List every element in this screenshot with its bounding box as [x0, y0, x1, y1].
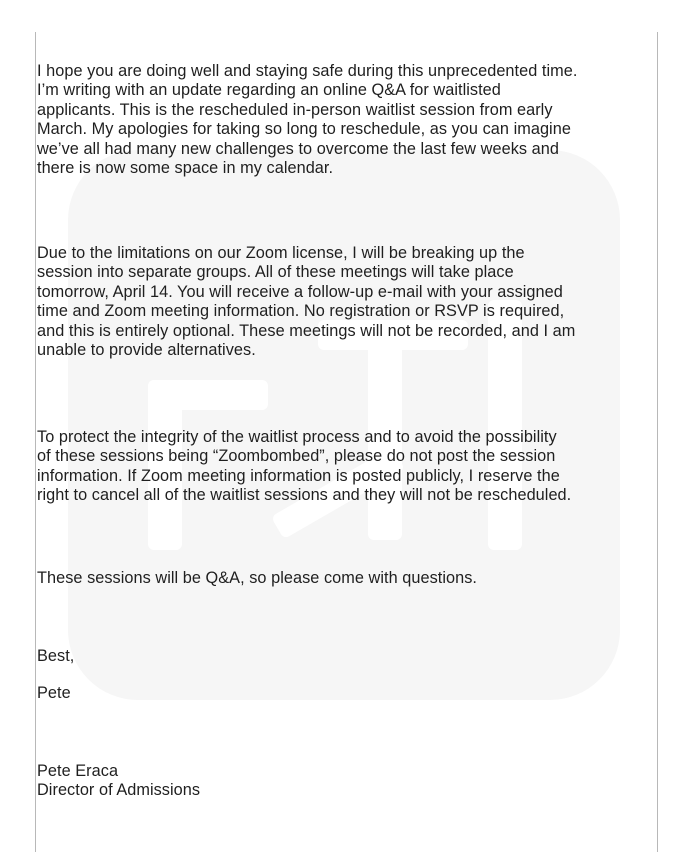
paragraph-questions: These sessions will be Q&A, so please come with questions. [37, 569, 477, 587]
closing: Best, [37, 647, 75, 665]
signoff-name: Pete [37, 684, 71, 702]
right-border [657, 32, 658, 852]
paragraph-integrity: To protect the integrity of the waitlist process and to avoid the possibility of these sessions being “Zoombombed”, please do not post the session information. If Zoom meeting information is posted publicly, I reserve the right to cancel all of the waitlist sessions and they will not be rescheduled. [37, 428, 572, 505]
watermark-logo [68, 150, 620, 700]
signature-name: Pete Eraca [37, 762, 119, 780]
paragraph-greeting: I hope you are doing well and staying safe during this unprecedented time. I’m writing with an update regarding an online Q&A for waitlisted applicants. This is the rescheduled in-person waitlist session from early March. My apologies for taking so long to reschedule, as you can imagine we’ve all had many new challenges to overcome the last few weeks and there is now some space in my calendar. [37, 62, 578, 178]
signature-block [37, 762, 657, 801]
paragraph-zoom-groups: Due to the limitations on our Zoom license, I will be breaking up the session into separate groups. All of these meetings will take place tomorrow, April 14. You will receive a follow-up e-mail with your assigned time and Zoom meeting information. No registration or RSVP is required, and this is entirely optional. These meetings will not be recorded, and I am unable to provide alternatives. [37, 244, 576, 360]
signature-title: Director of Admissions [37, 781, 201, 800]
left-border [35, 32, 36, 852]
